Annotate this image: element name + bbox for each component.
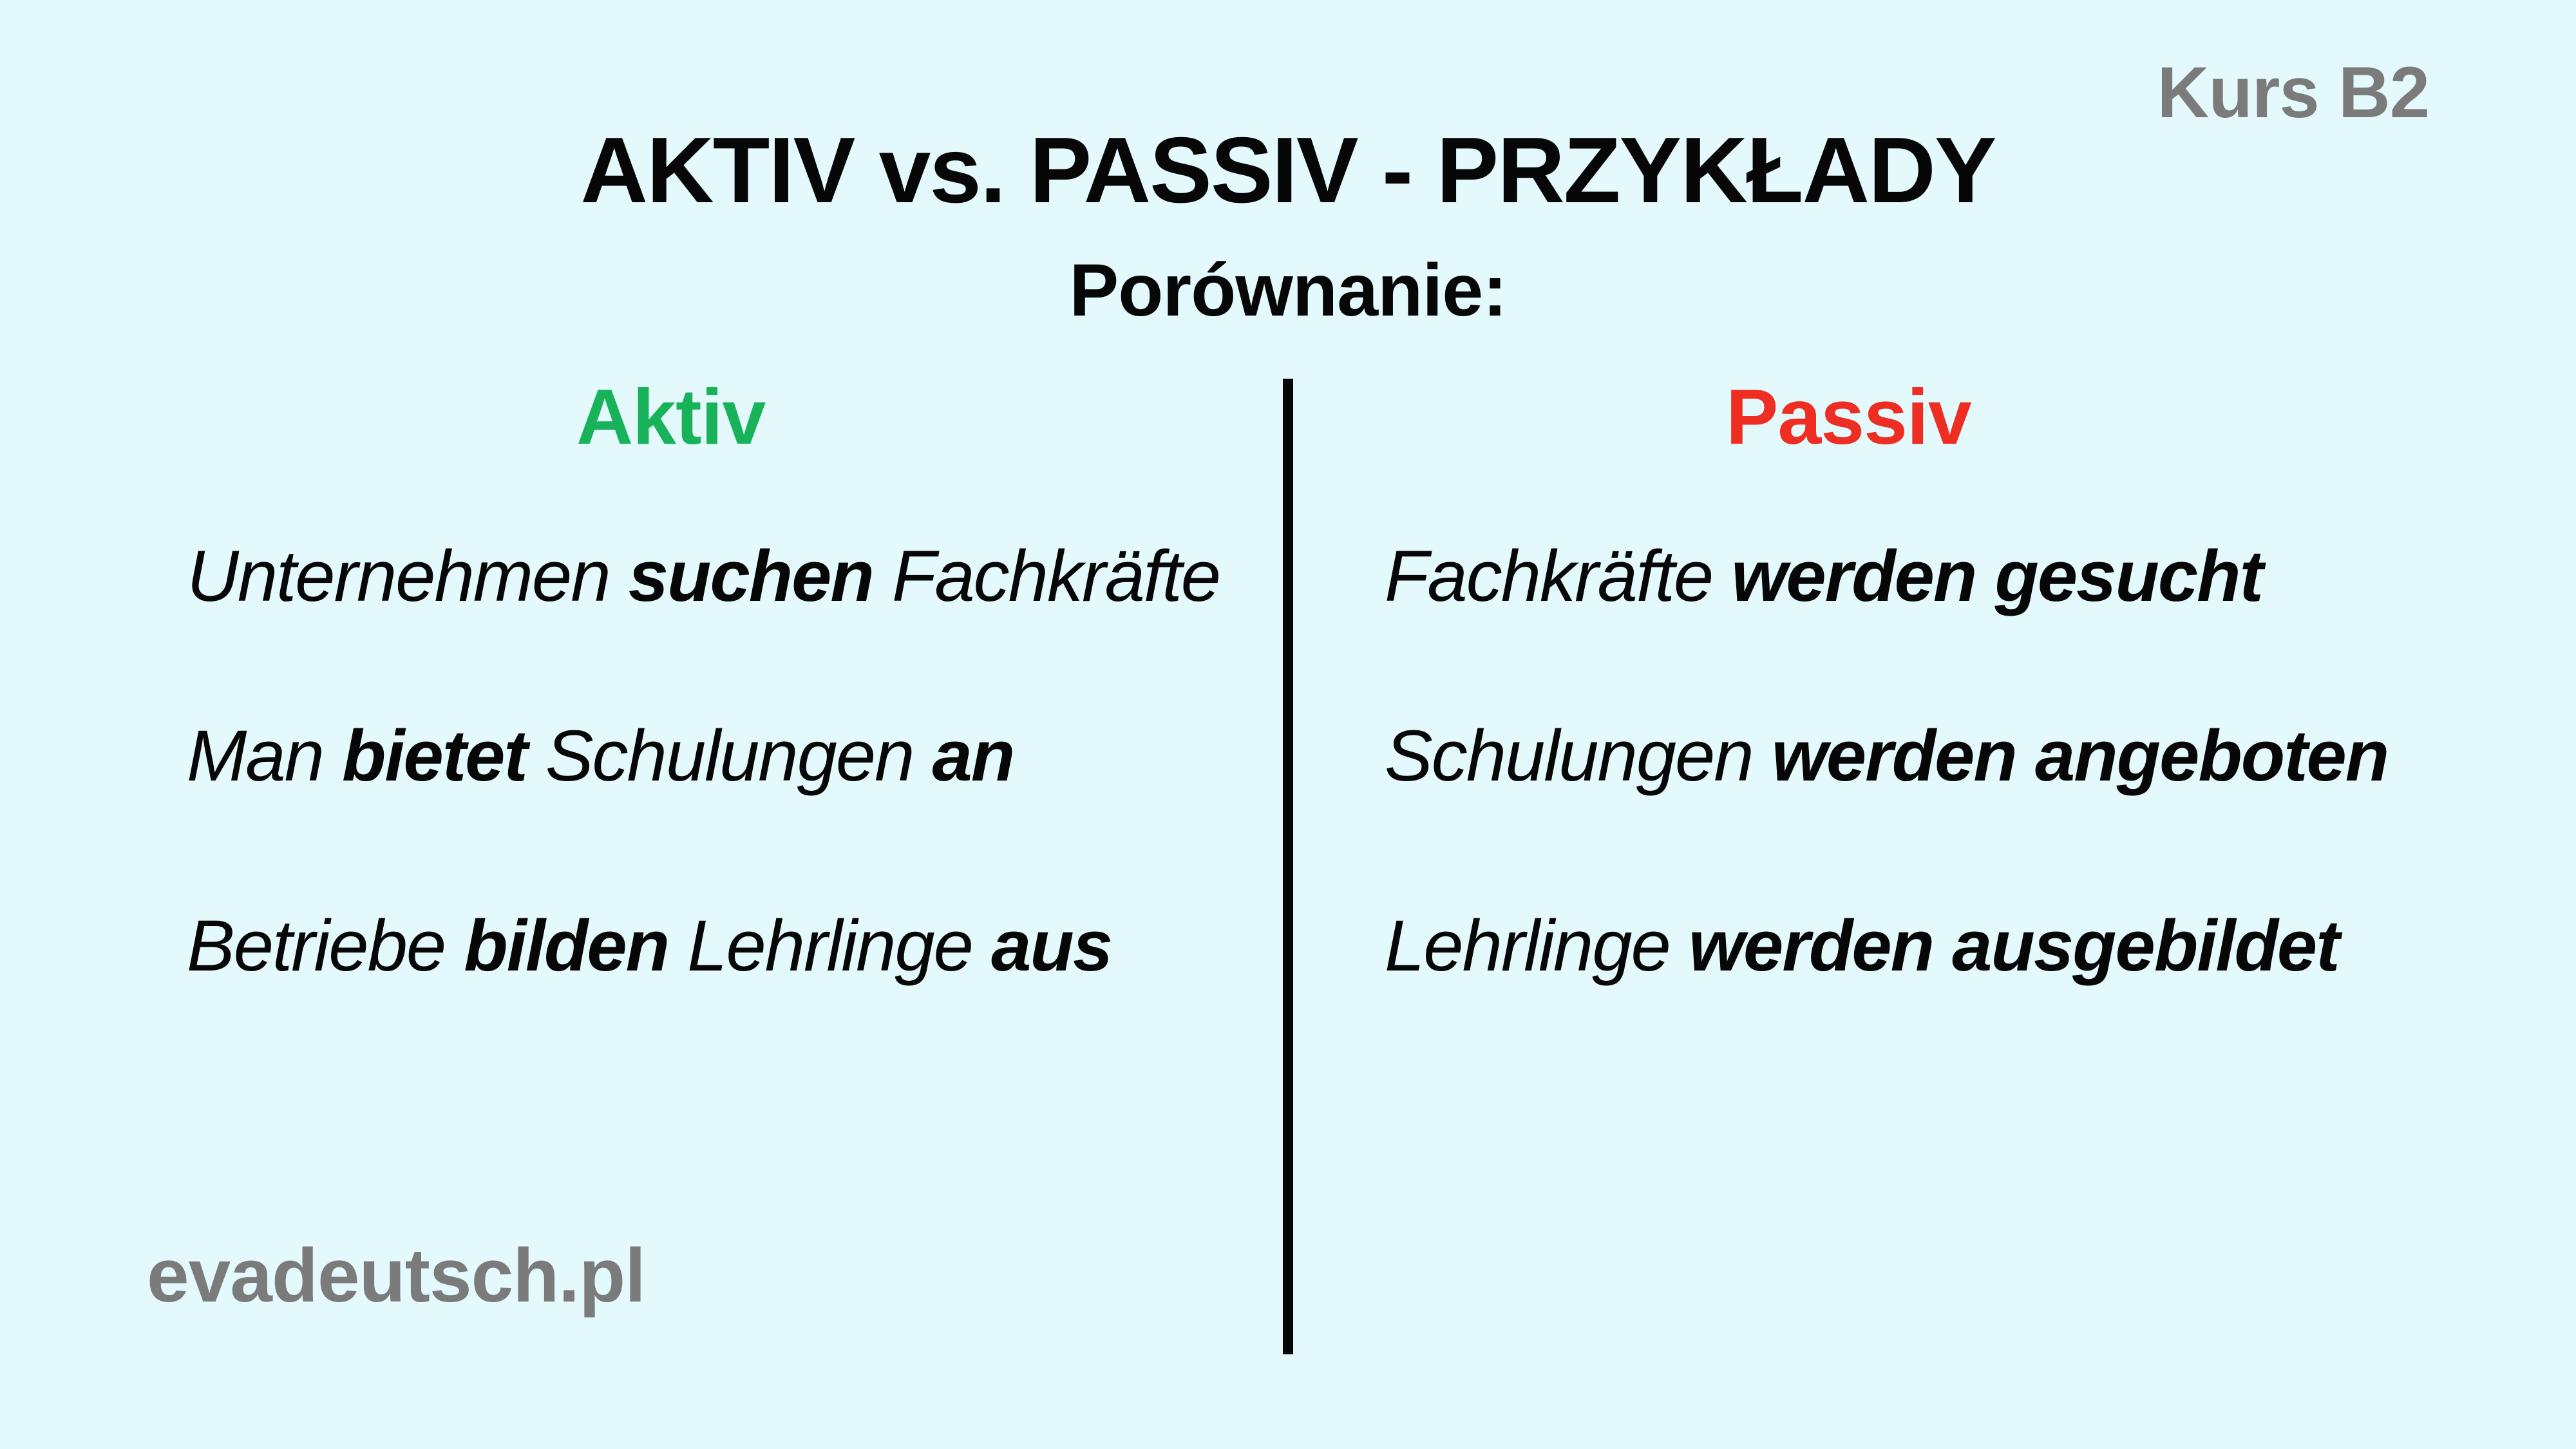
row-text: Lehrlinge — [668, 905, 992, 986]
row-text: Unternehmen — [187, 536, 629, 616]
row-verb-phrase: werden angeboten — [1771, 715, 2389, 796]
row-text: Man — [187, 715, 342, 796]
subtitle: Porównanie: — [1069, 249, 1507, 332]
passiv-column-header: Passiv — [1726, 373, 1971, 460]
course-level-badge: Kurs B2 — [2157, 52, 2429, 133]
row-verb: bietet — [342, 715, 527, 796]
row-text: Schulungen — [526, 715, 933, 796]
aktiv-row-2 — [187, 716, 1014, 795]
row-verb-phrase: werden ausgebildet — [1688, 905, 2339, 986]
row-particle: aus — [991, 905, 1112, 986]
row-particle: an — [932, 715, 1014, 796]
column-divider — [1283, 379, 1293, 1354]
row-verb-phrase: werden gesucht — [1731, 536, 2262, 616]
passiv-row-2 — [1385, 716, 2388, 795]
aktiv-row-3 — [187, 906, 1112, 985]
row-text: Fachkräfte — [1385, 536, 1732, 616]
row-verb: bilden — [464, 905, 669, 986]
row-text: Schulungen — [1385, 715, 1772, 796]
row-text: Betriebe — [187, 905, 464, 986]
row-text: Fachkräfte — [873, 536, 1220, 616]
passiv-row-3 — [1385, 906, 2339, 985]
site-watermark: evadeutsch.pl — [147, 1233, 645, 1318]
row-verb: suchen — [628, 536, 873, 616]
aktiv-column-header: Aktiv — [576, 373, 766, 460]
page-title: AKTIV vs. PASSIV - PRZYKŁADY — [580, 118, 1996, 222]
row-text: Lehrlinge — [1385, 905, 1689, 986]
passiv-row-1 — [1385, 536, 2262, 616]
aktiv-row-1 — [187, 536, 1220, 616]
